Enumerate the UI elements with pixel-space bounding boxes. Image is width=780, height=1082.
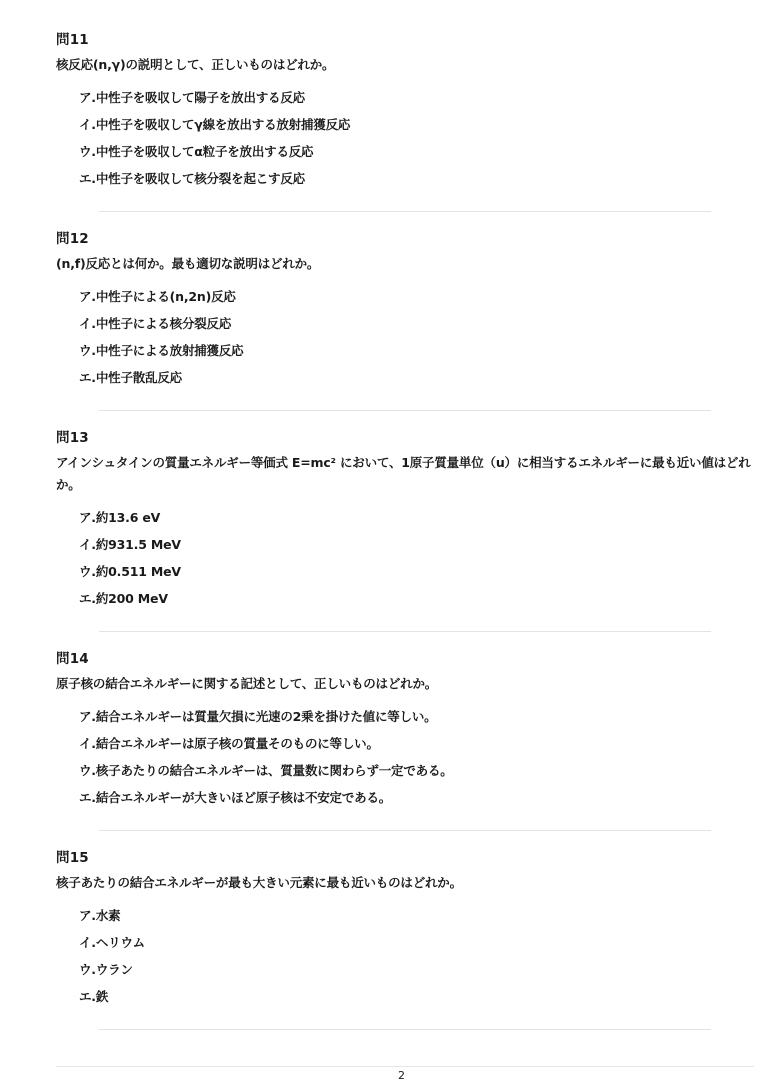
choice-mark: ウ.: [79, 144, 96, 159]
choice-text: 中性子を吸収して陽子を放出する反応: [95, 90, 305, 105]
question-number: 問14: [56, 651, 89, 667]
choice-text: 結合エネルギーは質量欠損に光速の2乗を掛けた値に等しい。: [95, 709, 437, 724]
question-divider: [99, 830, 711, 831]
question-11: [56, 30, 756, 212]
choice-mark: イ.: [79, 935, 96, 950]
choice-text: 中性子を吸収してγ線を放出する放射捕獲反応: [95, 117, 351, 132]
choice-list: [56, 288, 756, 396]
choice-text: 約200 MeV: [95, 591, 168, 606]
question-divider: [99, 211, 711, 212]
choice-mark: ア.: [79, 908, 96, 923]
question-text: 核子あたりの結合エネルギーが最も大きい元素に最も近いものはどれか。: [56, 875, 462, 890]
choice-item: [79, 170, 756, 197]
choice-mark: ア.: [79, 289, 96, 304]
choice-mark: エ.: [79, 989, 96, 1004]
question-text: (n,f)反応とは何か。最も適切な説明はどれか。: [56, 256, 320, 271]
choice-mark: ウ.: [79, 763, 96, 778]
choice-text: 中性子散乱反応: [95, 370, 182, 385]
question-13: [56, 428, 756, 632]
choice-item: [79, 509, 756, 536]
choice-item: [79, 961, 756, 988]
choice-text: 水素: [95, 908, 121, 923]
choice-item: [79, 988, 756, 1015]
choice-text: 中性子を吸収して核分裂を起こす反応: [95, 171, 305, 186]
choice-text: 核子あたりの結合エネルギーは、質量数に関わらず一定である。: [95, 763, 453, 778]
question-sheet: [56, 30, 756, 1030]
choice-text: 結合エネルギーが大きいほど原子核は不安定である。: [95, 790, 392, 805]
question-text: 原子核の結合エネルギーに関する記述として、正しいものはどれか。: [56, 676, 438, 691]
choice-item: [79, 143, 756, 170]
choice-item: [79, 563, 756, 590]
choice-text: 中性子による(n,2n)反応: [95, 289, 236, 304]
choice-mark: エ.: [79, 790, 96, 805]
choice-item: [79, 342, 756, 369]
choice-mark: エ.: [79, 591, 96, 606]
choice-mark: イ.: [79, 117, 96, 132]
question-number: 問12: [56, 231, 89, 247]
choice-text: 中性子を吸収してα粒子を放出する反応: [95, 144, 314, 159]
choice-text: 約0.511 MeV: [95, 564, 181, 579]
choice-list: [56, 907, 756, 1015]
question-number: 問13: [56, 430, 89, 446]
choice-list: [56, 509, 756, 617]
choice-item: [79, 89, 756, 116]
choice-text: ウラン: [95, 962, 133, 977]
choice-mark: ウ.: [79, 343, 96, 358]
question-15: [56, 848, 756, 1030]
question-divider: [99, 410, 711, 411]
choice-text: 結合エネルギーは原子核の質量そのものに等しい。: [95, 736, 379, 751]
choice-text: 中性子による放射捕獲反応: [95, 343, 244, 358]
choice-text: ヘリウム: [95, 935, 145, 950]
choice-item: [79, 369, 756, 396]
question-number: 問15: [56, 850, 89, 866]
choice-item: [79, 536, 756, 563]
choice-mark: ウ.: [79, 564, 96, 579]
footer-divider: [56, 1066, 754, 1067]
choice-mark: イ.: [79, 736, 96, 751]
choice-item: [79, 735, 756, 762]
choice-item: [79, 762, 756, 789]
question-divider: [99, 1029, 711, 1030]
choice-text: 約13.6 eV: [95, 510, 161, 525]
question-number: 問11: [56, 32, 89, 48]
choice-item: [79, 789, 756, 816]
choice-mark: エ.: [79, 370, 96, 385]
choice-mark: ア.: [79, 709, 96, 724]
question-divider: [99, 631, 711, 632]
choice-mark: イ.: [79, 316, 96, 331]
choice-text: 鉄: [95, 989, 109, 1004]
choice-list: [56, 708, 756, 816]
choice-item: [79, 116, 756, 143]
choice-mark: イ.: [79, 537, 96, 552]
choice-mark: ア.: [79, 510, 96, 525]
question-12: [56, 229, 756, 411]
choice-item: [79, 315, 756, 342]
choice-text: 中性子による核分裂反応: [95, 316, 232, 331]
choice-list: [56, 89, 756, 197]
choice-mark: ア.: [79, 90, 96, 105]
choice-item: [79, 708, 756, 735]
question-text: 核反応(n,γ)の説明として、正しいものはどれか。: [56, 57, 335, 72]
question-14: [56, 649, 756, 831]
choice-item: [79, 907, 756, 934]
choice-text: 約931.5 MeV: [95, 537, 181, 552]
question-text: アインシュタインの質量エネルギー等価式 E=mc² において、1原子質量単位（u）に相当するエネルギーに最も近い値はどれか。: [56, 455, 751, 492]
page-number: 2: [398, 1069, 405, 1082]
choice-item: [79, 590, 756, 617]
choice-item: [79, 288, 756, 315]
choice-mark: エ.: [79, 171, 96, 186]
choice-item: [79, 934, 756, 961]
choice-mark: ウ.: [79, 962, 96, 977]
